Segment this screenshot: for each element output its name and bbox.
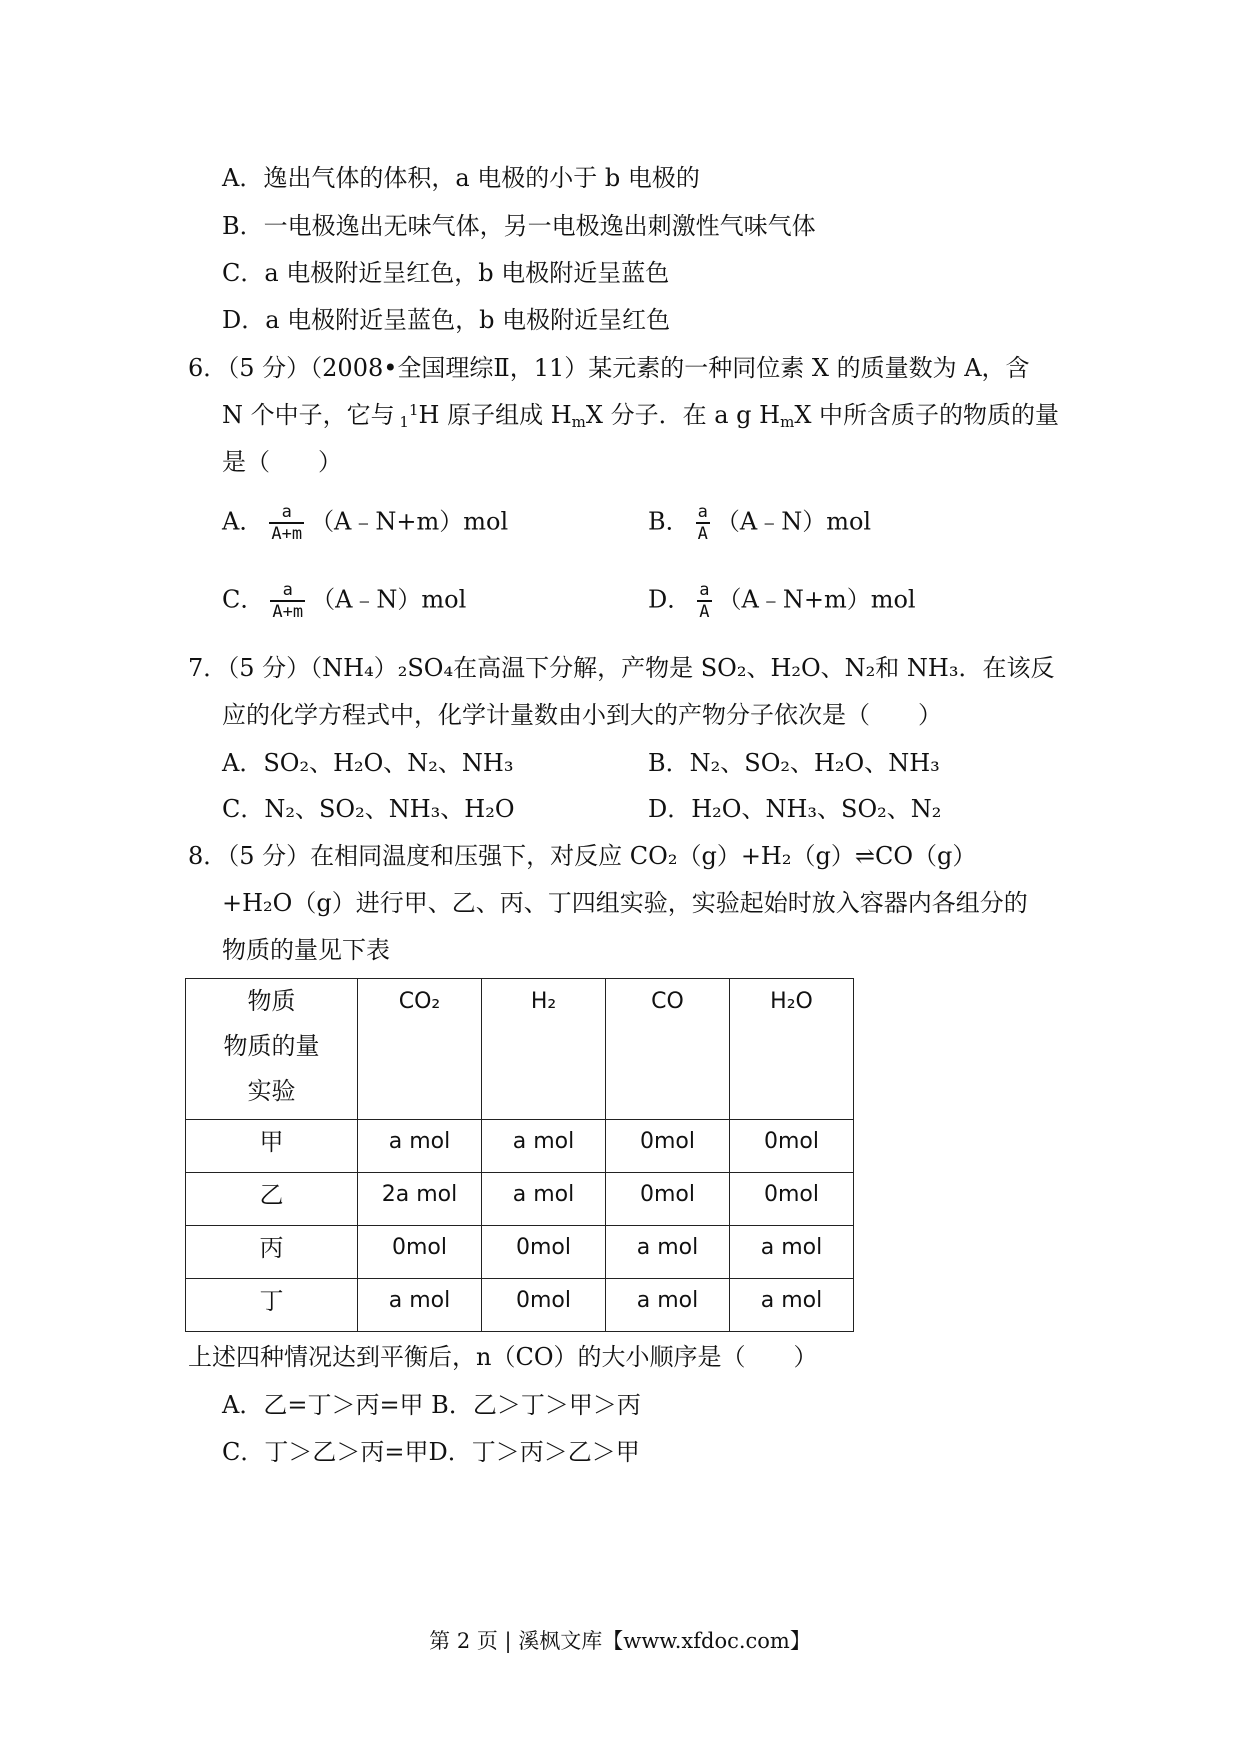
table-header-h2o: H₂O [730, 979, 854, 1120]
q6-line2-part-d: X 中所含质子的物质的量 [794, 401, 1060, 429]
q5-option-a: A．逸出气体的体积，a 电极的小于 b 电极的 [222, 164, 700, 192]
q6-d-fraction [697, 580, 711, 622]
table-cell: 0mol [606, 1173, 730, 1226]
table-cell: 0mol [606, 1120, 730, 1173]
q6-a-label: A． [222, 507, 264, 536]
q6-a-fraction [269, 502, 304, 544]
q7-option-b: B．N₂、SO₂、H₂O、NH₃ [648, 749, 940, 777]
q6-iso-sup: 1 [408, 401, 419, 419]
q6-c-numerator: a [282, 580, 293, 600]
q6-b-denominator: A [697, 524, 708, 544]
table-cell: 0mol [730, 1120, 854, 1173]
q8-question: 上述四种情况达到平衡后，n（CO）的大小顺序是（ ） [188, 1343, 818, 1371]
q6-b-text: （A﹣N）mol [715, 507, 872, 536]
q6-option-a [222, 502, 508, 544]
table-cell: a mol [606, 1226, 730, 1279]
table-row [186, 1120, 854, 1173]
table-cell: a mol [482, 1120, 606, 1173]
q5-option-c: C．a 电极附近呈红色，b 电极附近呈蓝色 [222, 259, 670, 287]
table-header-co: CO [606, 979, 730, 1120]
q6-b-fraction [696, 502, 710, 544]
q6-d-numerator: a [699, 580, 710, 600]
row-label: 甲 [186, 1120, 358, 1173]
q7-option-c: C．N₂、SO₂、NH₃、H₂O [222, 795, 515, 823]
q8-stem-line3: 物质的量见下表 [222, 936, 390, 964]
q5-option-b: B．一电极逸出无味气体，另一电极逸出刺激性气味气体 [222, 212, 816, 240]
q6-a-denominator: A+m [271, 524, 303, 544]
table-header-row [186, 979, 854, 1120]
q6-stem-line3: 是（ ） [222, 448, 342, 476]
q6-stem-line2 [222, 400, 1059, 437]
q6-d-text: （A﹣N+m）mol [717, 585, 916, 614]
table-cell: 0mol [482, 1279, 606, 1332]
q8-options-cd: C．丁＞乙＞丙=甲D．丁＞丙＞乙＞甲 [222, 1438, 640, 1466]
table-cell: 0mol [730, 1173, 854, 1226]
table-cell: 0mol [482, 1226, 606, 1279]
q8-stem-line2: +H₂O（g）进行甲、乙、丙、丁四组实验，实验起始时放入容器内各组分的 [222, 889, 1028, 917]
table-cell: 0mol [358, 1226, 482, 1279]
q6-sub-m-2: m [780, 413, 795, 431]
q6-b-label: B． [648, 507, 690, 536]
table-row [186, 1226, 854, 1279]
q7-option-d: D．H₂O、NH₃、SO₂、N₂ [648, 795, 942, 823]
q6-c-text: （A﹣N）mol [311, 585, 467, 614]
table-row [186, 1173, 854, 1226]
q6-d-denominator: A [699, 602, 710, 622]
corner-label-amount: 物质的量 [223, 1032, 320, 1060]
table-cell: a mol [358, 1120, 482, 1173]
q6-line2-part-b: H 原子组成 H [418, 401, 572, 429]
q7-option-a: A．SO₂、H₂O、N₂、NH₃ [222, 749, 514, 777]
table-cell: 2a mol [358, 1173, 482, 1226]
table-row [186, 1279, 854, 1332]
q6-line2-part-a: N 个中子，它与 [222, 401, 395, 429]
q6-a-text: （A﹣N+m）mol [310, 507, 509, 536]
table-header-h2: H₂ [482, 979, 606, 1120]
table-cell: a mol [606, 1279, 730, 1332]
q6-stem-line1: 6．（5 分）（2008•全国理综Ⅱ，11）某元素的一种同位素 X 的质量数为 A，含 [188, 354, 1030, 382]
row-label: 丁 [186, 1279, 358, 1332]
q6-c-label: C． [222, 585, 265, 614]
page-footer: 第 2 页 | 溪枫文库【www.xfdoc.com】 [429, 1629, 811, 1653]
q8-stem-line1: 8．（5 分）在相同温度和压强下，对反应 CO₂（g）+H₂（g）⇌CO（g） [188, 842, 977, 870]
q6-line2-part-c: X 分子．在 a g H [585, 401, 781, 429]
table-corner-cell [186, 979, 358, 1120]
q8-options-ab: A．乙=丁＞丙=甲 B．乙＞丁＞甲＞丙 [222, 1391, 641, 1419]
q6-c-denominator: A+m [272, 602, 304, 622]
q6-option-b [648, 502, 871, 544]
q6-b-numerator: a [697, 502, 708, 522]
q6-option-c [222, 580, 466, 622]
q5-option-d: D．a 电极附近呈蓝色，b 电极附近呈红色 [222, 306, 671, 334]
q6-sub-m-1: m [571, 413, 586, 431]
q7-stem-line1: 7．（5 分）（NH₄）₂SO₄在高温下分解，产物是 SO₂、H₂O、N₂和 NH₃．在该反 [188, 654, 1055, 682]
table-cell: a mol [482, 1173, 606, 1226]
corner-label-substance: 物质 [247, 987, 296, 1015]
table-header-co2: CO₂ [358, 979, 482, 1120]
corner-label-experiment: 实验 [247, 1077, 296, 1105]
row-label: 乙 [186, 1173, 358, 1226]
q7-stem-line2: 应的化学方程式中，化学计量数由小到大的产物分子依次是（ ） [222, 701, 942, 729]
q6-c-fraction [270, 580, 305, 622]
q6-d-label: D． [648, 585, 692, 614]
table-cell: a mol [730, 1226, 854, 1279]
q6-a-numerator: a [281, 502, 292, 522]
q6-iso-sub: 1 [399, 413, 409, 431]
q6-option-d [648, 580, 916, 622]
q8-data-table [185, 978, 854, 1332]
table-cell: a mol [358, 1279, 482, 1332]
row-label: 丙 [186, 1226, 358, 1279]
table-cell: a mol [730, 1279, 854, 1332]
